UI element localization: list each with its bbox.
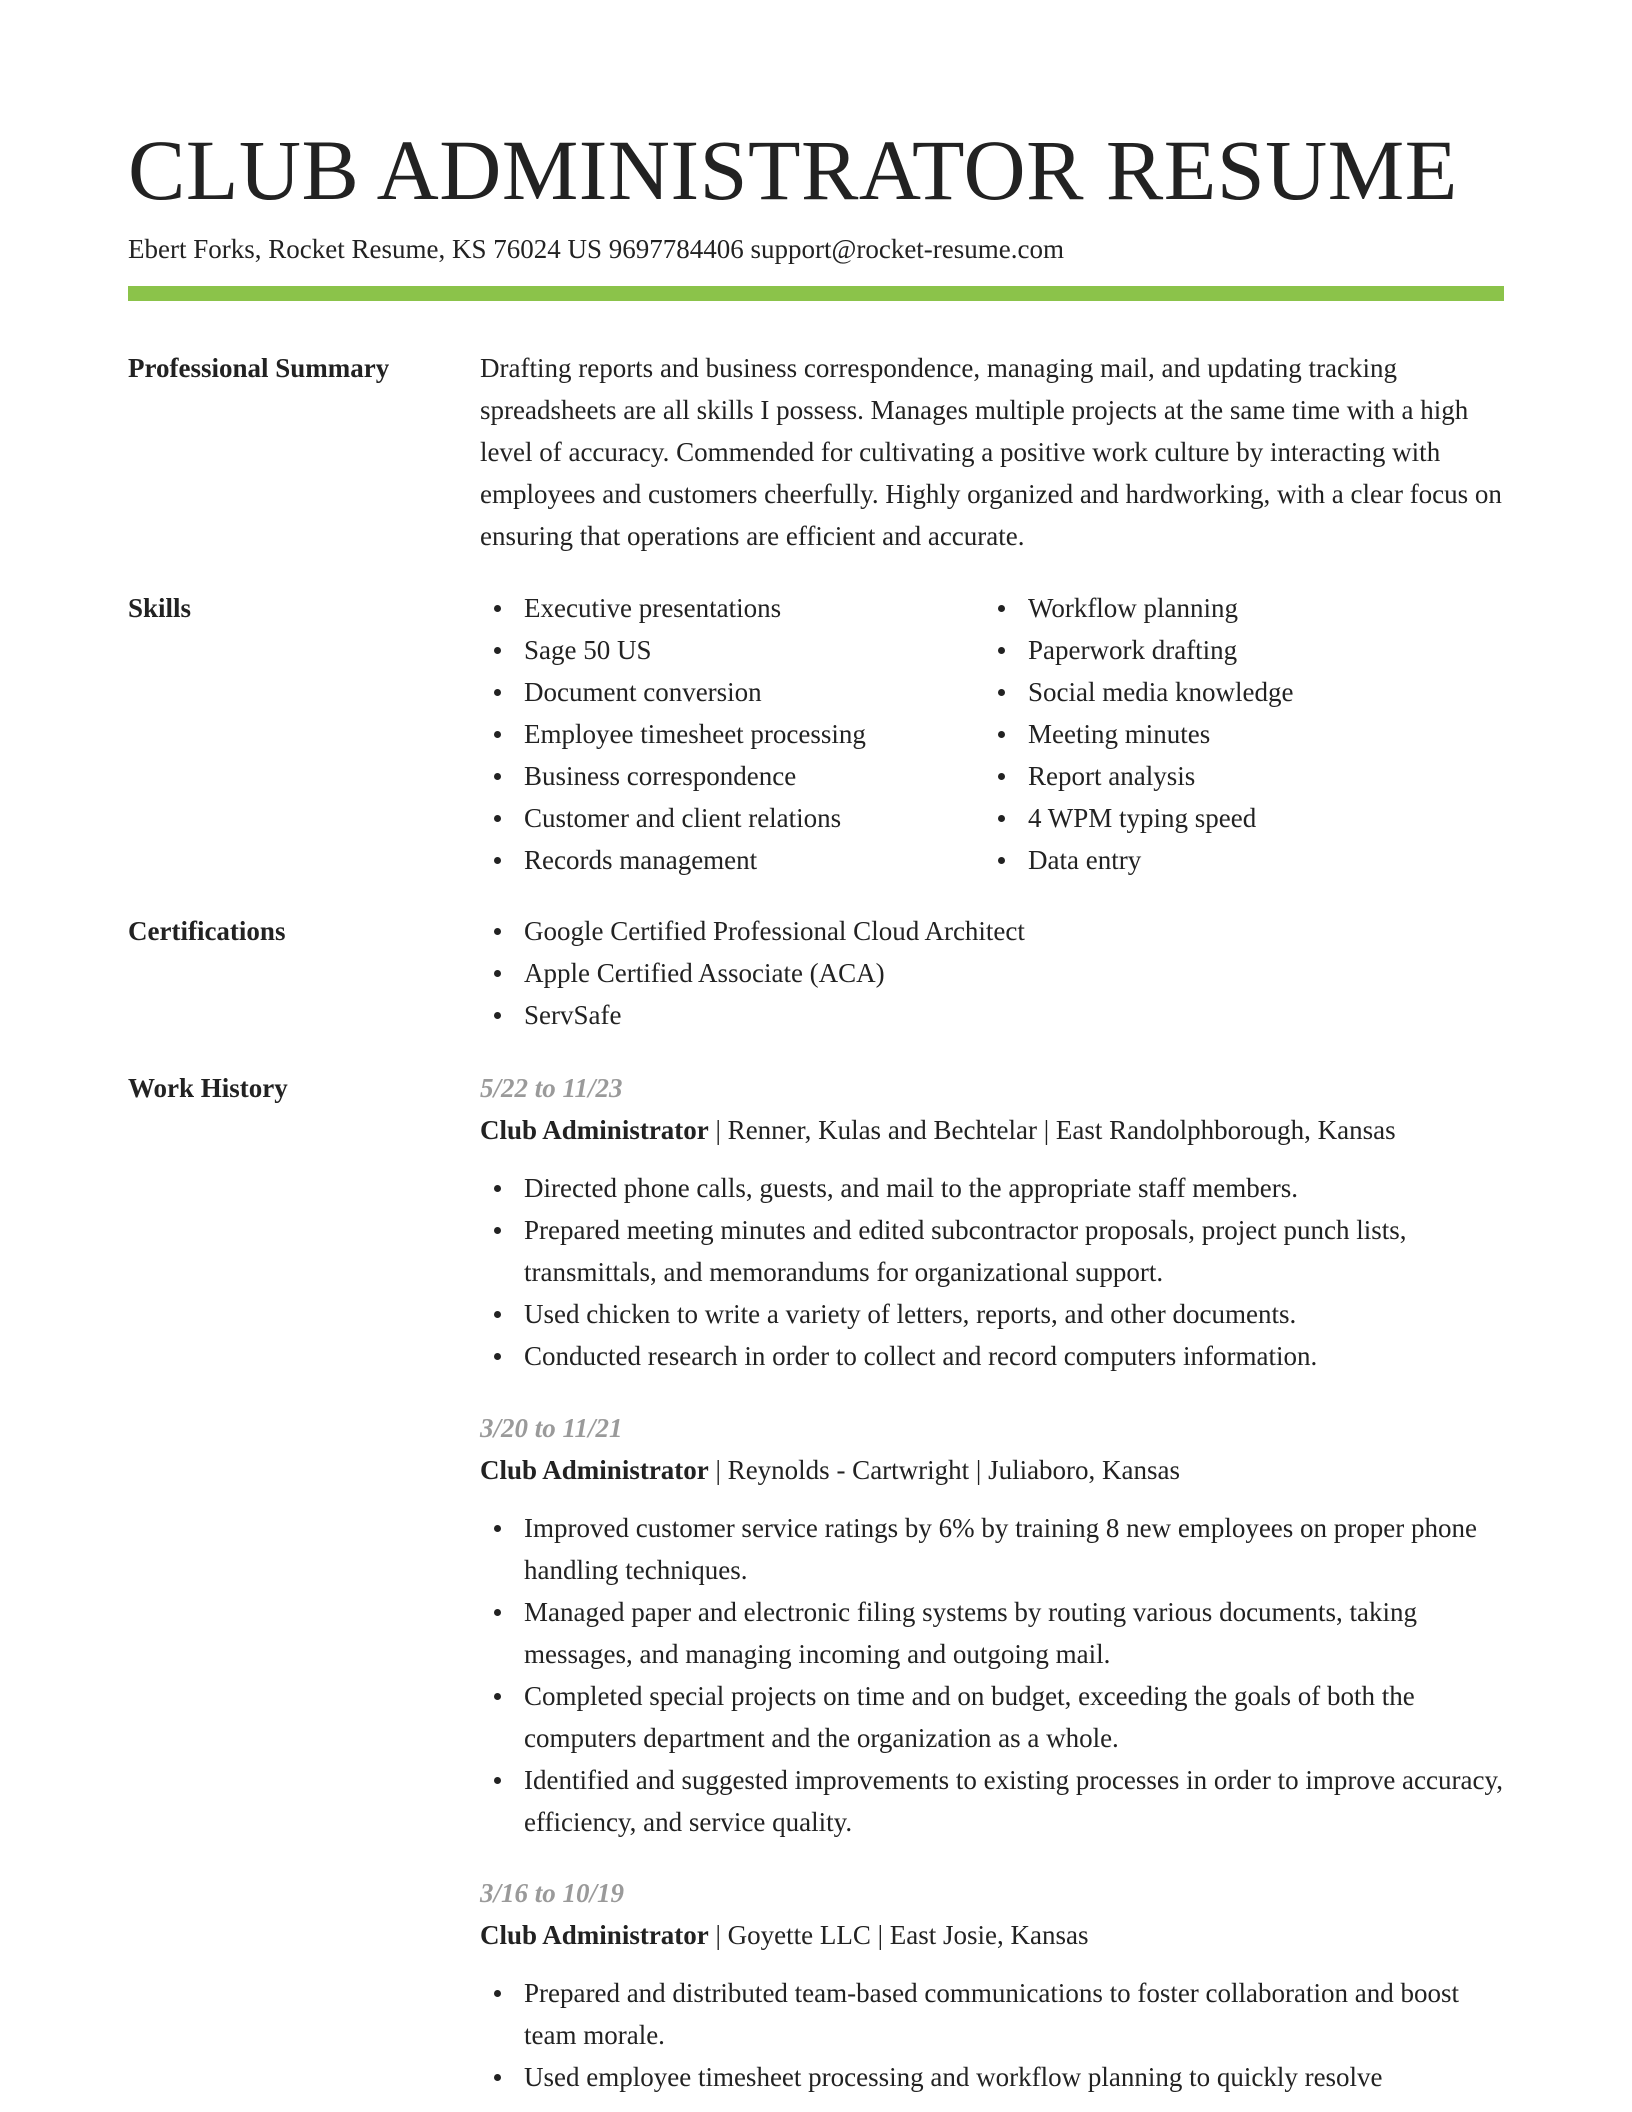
- skill-item: Employee timesheet processing: [480, 713, 984, 755]
- skill-item: Document conversion: [480, 671, 984, 713]
- skill-item: Business correspondence: [480, 755, 984, 797]
- certification-item: Apple Certified Associate (ACA): [480, 952, 1504, 994]
- job-bullet: Used chicken to write a variety of letters, reports, and other documents.: [480, 1293, 1504, 1335]
- skills-heading: Skills: [128, 593, 192, 623]
- contact-line: Ebert Forks, Rocket Resume, KS 76024 US 9697784406 support@rocket-resume.com: [128, 234, 1064, 264]
- job-bullet: Prepared meeting minutes and edited subcontractor proposals, project punch lists, transmittals, and memorandums for organizational support.: [480, 1209, 1504, 1293]
- job-heading: [480, 1449, 1504, 1491]
- job-title: Club Administrator: [480, 1455, 709, 1485]
- skill-item: Report analysis: [984, 755, 1488, 797]
- job-bullet: Directed phone calls, guests, and mail to the appropriate staff members.: [480, 1167, 1504, 1209]
- job-dates: 3/16 to 10/19: [480, 1878, 625, 1908]
- certifications-heading: Certifications: [128, 916, 286, 946]
- skill-item: Sage 50 US: [480, 629, 984, 671]
- job-entry: [480, 1067, 1504, 1377]
- job-bullets: [480, 1167, 1504, 1377]
- job-dates: 5/22 to 11/23: [480, 1073, 623, 1103]
- summary-heading: Professional Summary: [128, 353, 390, 383]
- job-company-location: | Renner, Kulas and Bechtelar | East Randolphborough, Kansas: [708, 1115, 1396, 1145]
- job-bullet: Identified and suggested improvements to existing processes in order to improve accuracy, efficiency, and service quality.: [480, 1759, 1504, 1843]
- resume-title: CLUB ADMINISTRATOR RESUME: [128, 122, 1458, 218]
- job-bullet: Improved customer service ratings by 6% by training 8 new employees on proper phone handling techniques.: [480, 1507, 1504, 1591]
- job-bullets: [480, 1972, 1504, 2098]
- certification-item: Google Certified Professional Cloud Architect: [480, 910, 1504, 952]
- job-heading: [480, 1109, 1504, 1151]
- job-bullet: Used employee timesheet processing and workflow planning to quickly resolve: [480, 2056, 1504, 2098]
- job-company-location: | Goyette LLC | East Josie, Kansas: [708, 1920, 1089, 1950]
- skill-item: Meeting minutes: [984, 713, 1488, 755]
- certifications-list: [480, 910, 1504, 1036]
- job-company-location: | Reynolds - Cartwright | Juliaboro, Kansas: [708, 1455, 1181, 1485]
- job-bullet: Prepared and distributed team-based communications to foster collaboration and boost team morale.: [480, 1972, 1504, 2056]
- skills-column-right: [984, 587, 1488, 881]
- skill-item: Executive presentations: [480, 587, 984, 629]
- job-title: Club Administrator: [480, 1920, 709, 1950]
- skill-item: Paperwork drafting: [984, 629, 1488, 671]
- skill-item: 4 WPM typing speed: [984, 797, 1488, 839]
- skills-grid: [480, 587, 1504, 881]
- certifications-body: [480, 910, 1504, 1036]
- job-bullet: Conducted research in order to collect and record computers information.: [480, 1335, 1504, 1377]
- skill-item: Data entry: [984, 839, 1488, 881]
- job-bullet: Completed special projects on time and on budget, exceeding the goals of both the computers department and the organization as a whole.: [480, 1675, 1504, 1759]
- certification-item: ServSafe: [480, 994, 1504, 1036]
- summary-body: [480, 347, 1504, 557]
- job-heading: [480, 1914, 1504, 1956]
- skills-column-left: [480, 587, 984, 881]
- job-entry: [480, 1407, 1504, 1843]
- skill-item: Workflow planning: [984, 587, 1488, 629]
- accent-divider: [128, 286, 1504, 301]
- skill-item: Social media knowledge: [984, 671, 1488, 713]
- job-entry: [480, 1872, 1504, 2098]
- job-bullets: [480, 1507, 1504, 1843]
- summary-text: Drafting reports and business correspondence, managing mail, and updating tracking spreadsheets are all skills I possess. Manages multiple projects at the same time with a high level of accuracy. Commended for cultivating a positive work culture by interacting with employees and customers cheerfully. Highly organized and hardworking, with a clear focus on ensuring that operations are efficient and accurate.: [480, 353, 1502, 551]
- job-title: Club Administrator: [480, 1115, 709, 1145]
- job-bullet: Managed paper and electronic filing systems by routing various documents, taking messages, and managing incoming and outgoing mail.: [480, 1591, 1504, 1675]
- job-dates: 3/20 to 11/21: [480, 1413, 623, 1443]
- skill-item: Customer and client relations: [480, 797, 984, 839]
- work-history-heading: Work History: [128, 1073, 288, 1103]
- skill-item: Records management: [480, 839, 984, 881]
